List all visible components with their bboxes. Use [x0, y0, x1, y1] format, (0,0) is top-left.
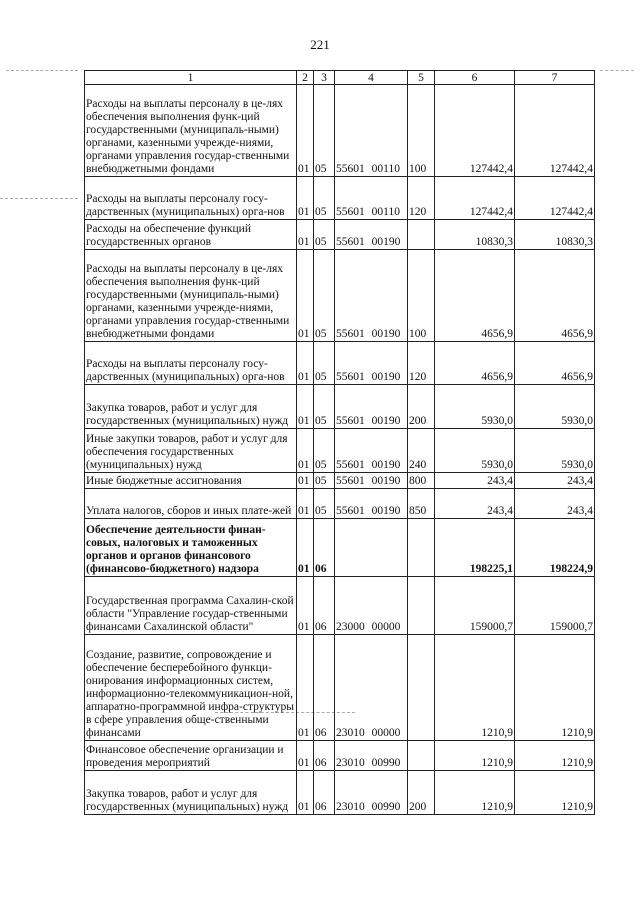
target-article-cell: 23010 00000: [335, 635, 408, 741]
row-name-cell: Государственная программа Сахалин-ской области "Управление государ-ственными финансами Сахалинской области": [85, 577, 297, 635]
row-name-cell: Иные бюджетные ассигнования: [85, 473, 297, 489]
budget-table: [84, 70, 595, 815]
target-article-cell: 55601 00190: [335, 489, 408, 519]
amount-col7-cell: 5930,0: [515, 385, 595, 429]
expense-type-cell: 100: [408, 85, 435, 177]
expense-type-cell: 120: [408, 342, 435, 385]
subsection-code-cell: 05: [314, 250, 335, 342]
table-row: [85, 177, 595, 220]
amount-col7-cell: 127442,4: [515, 85, 595, 177]
table-row: [85, 771, 595, 815]
amount-col6-cell: 1210,9: [435, 635, 515, 741]
amount-col6-cell: 127442,4: [435, 85, 515, 177]
target-article-cell: 55601 00190: [335, 385, 408, 429]
section-code-cell: 01: [297, 741, 314, 771]
table-row: [85, 473, 595, 489]
amount-col7-cell: 5930,0: [515, 429, 595, 473]
table-row: [85, 489, 595, 519]
expense-type-cell: [408, 519, 435, 577]
amount-col6-cell: 4656,9: [435, 342, 515, 385]
section-code-cell: 01: [297, 220, 314, 250]
amount-col6-cell: 159000,7: [435, 577, 515, 635]
column-header: 6: [435, 71, 515, 85]
section-code-cell: 01: [297, 635, 314, 741]
subsection-code-cell: 05: [314, 177, 335, 220]
amount-col7-cell: 243,4: [515, 473, 595, 489]
expense-type-cell: 120: [408, 177, 435, 220]
column-header: 4: [335, 71, 408, 85]
table-row: [85, 250, 595, 342]
amount-col7-cell: 127442,4: [515, 177, 595, 220]
row-name-cell: Расходы на выплаты персоналу в це-лях обеспечения выполнения функ-ций государственными (муниципаль-ными) органами, казенными учрежде-ниями, органами управления государ-ственными внебюджетными фондами: [85, 85, 297, 177]
table-row: [85, 519, 595, 577]
target-article-cell: 23010 00990: [335, 741, 408, 771]
section-code-cell: 01: [297, 85, 314, 177]
row-name-cell: Иные закупки товаров, работ и услуг для обеспечения государственных (муниципальных) нужд: [85, 429, 297, 473]
row-name-cell: Расходы на выплаты персоналу госу-дарственных (муниципальных) орга-нов: [85, 177, 297, 220]
section-code-cell: 01: [297, 473, 314, 489]
amount-col6-cell: 243,4: [435, 489, 515, 519]
target-article-cell: [335, 519, 408, 577]
amount-col6-cell: 5930,0: [435, 429, 515, 473]
target-article-cell: 55601 00190: [335, 220, 408, 250]
amount-col7-cell: 198224,9: [515, 519, 595, 577]
section-code-cell: 01: [297, 177, 314, 220]
amount-col7-cell: 10830,3: [515, 220, 595, 250]
amount-col7-cell: 1210,9: [515, 771, 595, 815]
amount-col6-cell: 127442,4: [435, 177, 515, 220]
subsection-code-cell: 06: [314, 519, 335, 577]
target-article-cell: 23000 00000: [335, 577, 408, 635]
expense-type-cell: [408, 635, 435, 741]
subsection-code-cell: 05: [314, 489, 335, 519]
table-row: [85, 635, 595, 741]
target-article-cell: 55601 00110: [335, 177, 408, 220]
row-name-cell: Финансовое обеспечение организации и проведения мероприятий: [85, 741, 297, 771]
subsection-code-cell: 05: [314, 385, 335, 429]
subsection-code-cell: 06: [314, 741, 335, 771]
column-header: 1: [85, 71, 297, 85]
column-header: 3: [314, 71, 335, 85]
section-code-cell: 01: [297, 385, 314, 429]
expense-type-cell: 200: [408, 771, 435, 815]
section-code-cell: 01: [297, 429, 314, 473]
row-name-cell: Закупка товаров, работ и услуг для государственных (муниципальных) нужд: [85, 385, 297, 429]
scan-artifact-line: [0, 198, 78, 199]
row-name-cell: Закупка товаров, работ и услуг для государственных (муниципальных) нужд: [85, 771, 297, 815]
row-name-cell: Расходы на выплаты персоналу госу-дарственных (муниципальных) орга-нов: [85, 342, 297, 385]
amount-col7-cell: 1210,9: [515, 635, 595, 741]
page-number: 221: [310, 37, 330, 52]
table-row: [85, 342, 595, 385]
amount-col6-cell: 243,4: [435, 473, 515, 489]
amount-col7-cell: 4656,9: [515, 342, 595, 385]
subsection-code-cell: 05: [314, 429, 335, 473]
target-article-cell: 55601 00190: [335, 473, 408, 489]
column-header: 7: [515, 71, 595, 85]
amount-col6-cell: 198225,1: [435, 519, 515, 577]
table-header-row: [85, 71, 595, 85]
scan-artifact-line: [6, 70, 78, 71]
subsection-code-cell: 05: [314, 473, 335, 489]
amount-col6-cell: 1210,9: [435, 771, 515, 815]
table-row: [85, 85, 595, 177]
expense-type-cell: [408, 741, 435, 771]
target-article-cell: 55601 00190: [335, 342, 408, 385]
column-header: 2: [297, 71, 314, 85]
column-header: 5: [408, 71, 435, 85]
section-code-cell: 01: [297, 250, 314, 342]
subsection-code-cell: 06: [314, 771, 335, 815]
expense-type-cell: 200: [408, 385, 435, 429]
row-name-cell: Создание, развитие, сопровождение и обеспечение бесперебойного функци-онирования информационных систем, информационно-телекоммуникацион-ной, аппаратно-программной инфра-структуры в сфере управления обще-ственными финансами: [85, 635, 297, 741]
row-name-cell: Расходы на обеспечение функций государственных органов: [85, 220, 297, 250]
amount-col7-cell: 243,4: [515, 489, 595, 519]
amount-col6-cell: 5930,0: [435, 385, 515, 429]
subsection-code-cell: 05: [314, 342, 335, 385]
expense-type-cell: 850: [408, 489, 435, 519]
row-name-cell: Расходы на выплаты персоналу в це-лях обеспечения выполнения функ-ций государственными (муниципаль-ными) органами, казенными учрежде-ниями, органами управления государ-ственными внебюджетными фондами: [85, 250, 297, 342]
table-row: [85, 385, 595, 429]
section-code-cell: 01: [297, 342, 314, 385]
expense-type-cell: [408, 220, 435, 250]
expense-type-cell: 240: [408, 429, 435, 473]
section-code-cell: 01: [297, 577, 314, 635]
section-code-cell: 01: [297, 489, 314, 519]
amount-col6-cell: 10830,3: [435, 220, 515, 250]
amount-col6-cell: 1210,9: [435, 741, 515, 771]
expense-type-cell: 800: [408, 473, 435, 489]
subsection-code-cell: 05: [314, 85, 335, 177]
subsection-code-cell: 05: [314, 220, 335, 250]
section-code-cell: 01: [297, 519, 314, 577]
section-code-cell: 01: [297, 771, 314, 815]
expense-type-cell: 100: [408, 250, 435, 342]
target-article-cell: 55601 00190: [335, 429, 408, 473]
target-article-cell: 23010 00990: [335, 771, 408, 815]
expense-type-cell: [408, 577, 435, 635]
target-article-cell: 55601 00110: [335, 85, 408, 177]
subsection-code-cell: 06: [314, 577, 335, 635]
subsection-code-cell: 06: [314, 635, 335, 741]
row-name-cell: Уплата налогов, сборов и иных плате-жей: [85, 489, 297, 519]
amount-col7-cell: 159000,7: [515, 577, 595, 635]
amount-col6-cell: 4656,9: [435, 250, 515, 342]
table-row: [85, 429, 595, 473]
target-article-cell: 55601 00190: [335, 250, 408, 342]
scan-artifact-line: [600, 70, 634, 71]
table-row: [85, 741, 595, 771]
table-row: [85, 577, 595, 635]
amount-col7-cell: 4656,9: [515, 250, 595, 342]
table-row: [85, 220, 595, 250]
row-name-cell: Обеспечение деятельности финан-совых, налоговых и таможенных органов и органов финансового (финансово-бюджетного) надзора: [85, 519, 297, 577]
amount-col7-cell: 1210,9: [515, 741, 595, 771]
